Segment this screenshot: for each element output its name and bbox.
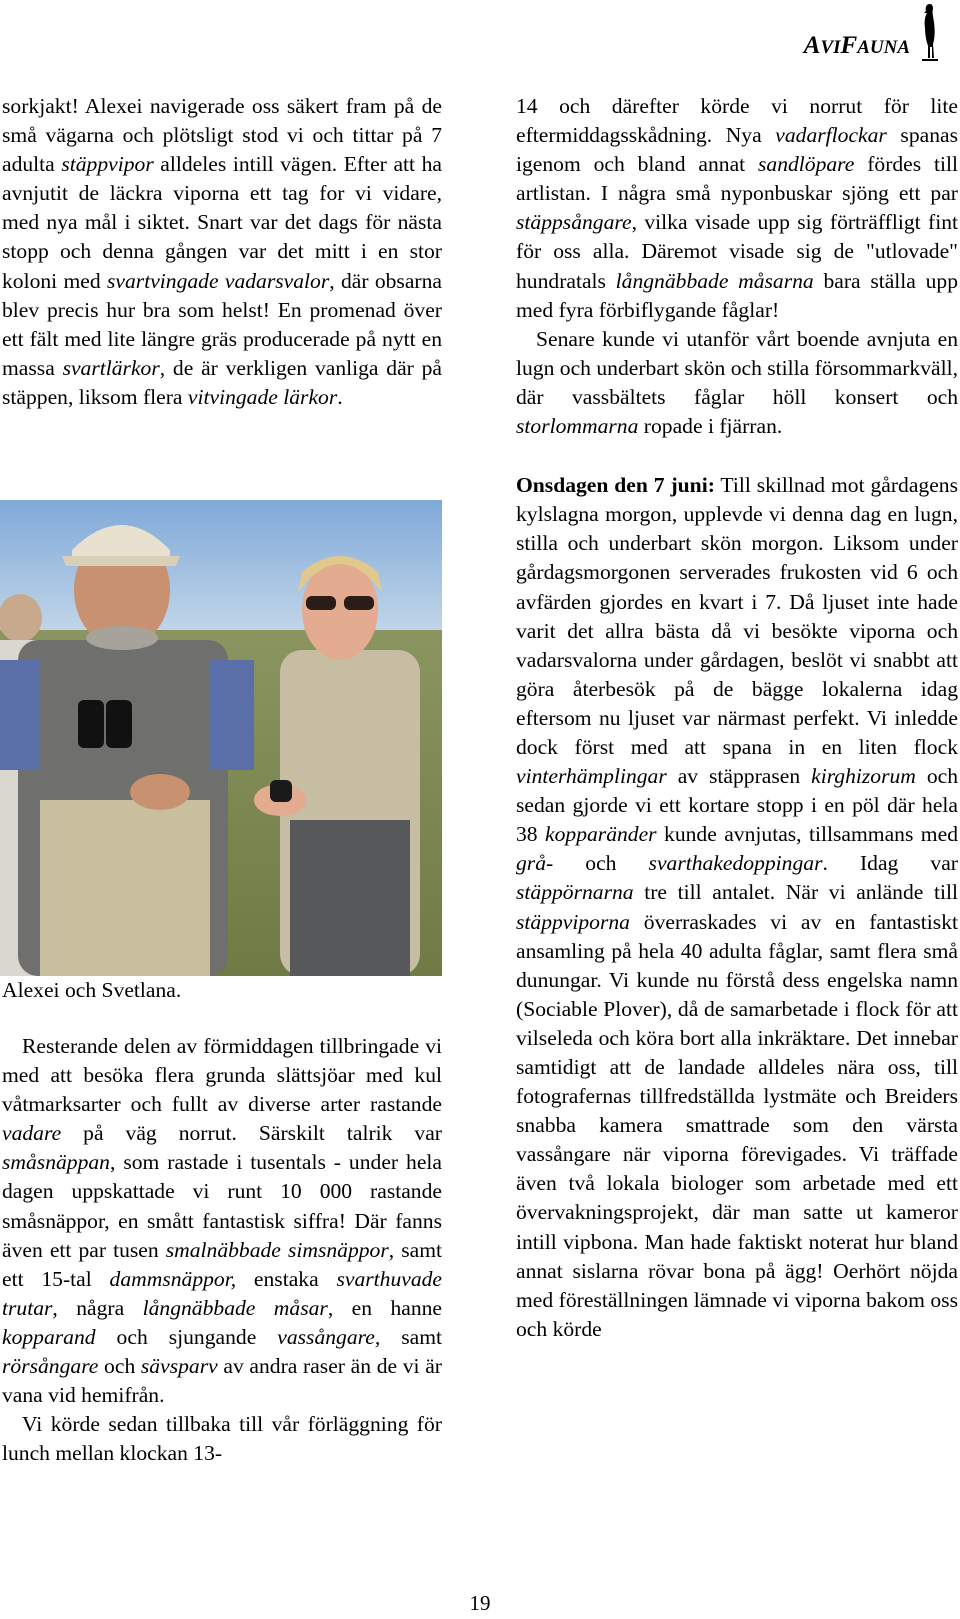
text-run: . Idag var [822, 851, 958, 876]
text-run: 14 och därefter körde vi norrut för lite eftermiddagsskådning. Nya [516, 94, 958, 148]
text-run: Till skillnad mot gårdagens kylslagna morgon, upplevde vi denna dag en lugn, stilla och underbart skön morgon. Liksom under gårdagsmorgonen serverades frukosten vid 6 och avfärden gjordes en kvart i 7. Då ljuset inte hade varit det allra bästa då vi besökte viporna och vadarsvalorna under gårdagen, beslöt vi snabbt att göra återbesök på de bägge lokalerna idag eftersom nu ljuset var närmast perfekt. Vi inledde dock först med att spana in en liten flock [516, 473, 959, 759]
species-name: kirghizorum [811, 764, 916, 789]
text-run: ropade i fjärran. [638, 414, 783, 439]
paragraph [2, 1410, 442, 1468]
paragraph [2, 1032, 442, 1410]
text-run: . [337, 384, 343, 409]
text-run: Senare kunde vi utanför vårt boende avnjuta en lugn och underbart skön och stilla försommarkväll, där vassbältets fåglar höll konsert och [516, 326, 958, 409]
left-column-bottom [2, 1032, 442, 1468]
species-name: långnäbbade måsarna [615, 268, 814, 293]
text-run: sorkjakt! Alexei navigerade oss säkert fram på de små vägarna och plötsligt stod vi och tittar på 7 adulta [2, 94, 442, 177]
paragraph [516, 325, 958, 441]
text-run: samt [380, 1324, 442, 1349]
species-name: vinterhämplingar [516, 764, 667, 789]
species-name: storlommarna [516, 414, 639, 439]
species-name: sandlöpare [758, 152, 855, 177]
text-run: , samt ett 15-tal [2, 1237, 442, 1291]
text-run: enstaka [236, 1266, 337, 1291]
day-heading: Onsdagen den 7 juni: [516, 473, 715, 498]
right-column [516, 92, 958, 1344]
text-run: Resterande delen av förmiddagen tillbringade vi med att besöka flera grunda slättsjöar med kul våtmarksarter och fullt av diverse arter rastande [2, 1034, 442, 1117]
text-run: överraskades vi av en fantastiskt ansamling på hela 40 adulta fåglar, samt flera små dunungar. Vi kunde nu förstå dess engelska namn (Sociable Plover), då de samarbetade i flock för att vilseleda och köra bort alla inkräktare. Det innebar samtidigt att de landade alldeles nära oss, till fotografernas tillfredställda lystmäte och Breiders snabba kamera smattrade som den värsta vassångare när viporna förevigades. Vi träffade även två lokala biologer som arbetade med ett övervakningsprojekt, där man satte ut kameror intill vipbona. Man hade faktiskt noterat hur bland annat sislarna rövar bona på ägg! Oerhört nöjda med föreställningen lämnade vi viporna bakom oss och körde [516, 909, 958, 1341]
text-run: bara ställa upp med fyra förbiflygande fåglar! [516, 268, 958, 322]
photo-illustration [0, 500, 442, 976]
species-name: stäppviporna [516, 909, 630, 934]
text-run: och [98, 1354, 141, 1379]
species-name: stäppvipor [61, 152, 154, 177]
text-run: fördes till artlistan. I några små nyponbuskar sjöng ett par [516, 152, 958, 206]
magazine-title: AVIFAUNA [803, 32, 910, 59]
page-header [804, 2, 944, 62]
photo-caption: Alexei och Svetlana. [2, 978, 182, 1002]
species-name: stäppsångare [516, 210, 632, 235]
text-run: , där obsarna blev precis hur bra som helst! En promenad över ett fält med lite längre gräs producerade på nytt en massa [2, 268, 442, 380]
text-run: alldeles intill vägen. Efter att ha avnjutit de läckra viporna ett tag for vi vidare, med nya mål i siktet. Snart var det dags för nästa stopp och denna gången var det mitt i en stor koloni med [2, 152, 442, 293]
text-run: , de är verkligen vanliga där på stäppen, liksom flera [2, 355, 443, 409]
paragraph [516, 92, 958, 325]
text-run: , vilka visade upp sig förträffligt fint för oss alla. Däremot visade sig de "utlovade" hundratals [516, 210, 958, 293]
species-name: vassångare, [277, 1324, 381, 1349]
species-name: svartlärkor [62, 355, 160, 380]
species-name: dammsnäppor, [109, 1266, 237, 1291]
species-name: rörsångare [2, 1354, 99, 1379]
species-name: småsnäppan [2, 1150, 110, 1175]
species-name: sävsparv [140, 1354, 218, 1379]
text-run: spanas igenom och bland annat [516, 123, 958, 177]
text-run: Vi körde sedan tillbaka till vår förläggning för lunch mellan klockan 13- [2, 1412, 442, 1466]
paragraph-body [516, 473, 958, 1341]
text-run: , några [52, 1295, 143, 1320]
species-name: vitvingade lärkor [187, 384, 338, 409]
species-name: grå- [516, 851, 554, 876]
text-run: av andra raser än de vi är vana vid hemifrån. [2, 1354, 442, 1408]
text-run: , som rastade i tusentals - under hela dagen uppskattade vi runt 10 000 rastande småsnäppor, en smått fantastisk siffra! Där fanns även ett par tusen [2, 1150, 442, 1262]
text-run: , en hanne [327, 1295, 443, 1320]
text-run: på väg norrut. Särskilt talrik var [61, 1121, 442, 1146]
text-run: kunde avnjutas, tillsammans med [656, 822, 958, 847]
species-name: vadare [2, 1121, 62, 1146]
page-number: 19 [469, 1591, 491, 1615]
bird-silhouette-icon [916, 2, 944, 62]
text-run: och sjungande [95, 1324, 278, 1349]
species-name: långnäbbade måsar [142, 1295, 328, 1320]
text-run: av stäpprasen [666, 764, 812, 789]
species-name: svarthakedoppingar [648, 851, 823, 876]
photo-alexei-svetlana [0, 500, 442, 976]
species-name: svartvingade vadarsvalor [107, 268, 330, 293]
text-run: och sedan gjorde vi ett kortare stopp i en pöl där hela 38 [516, 764, 959, 847]
species-name: smalnäbbade simsnäppor [165, 1237, 389, 1262]
paragraph [2, 92, 442, 412]
species-name: vadarflockar [775, 123, 887, 148]
species-name: svarthuvade trutar [2, 1266, 443, 1320]
text-run: tre till antalet. När vi anlände till [633, 880, 958, 905]
paragraph [516, 471, 958, 1344]
species-name: kopparänder [545, 822, 657, 847]
species-name: kopparand [2, 1324, 96, 1349]
left-column-top [2, 92, 442, 412]
text-run: och [553, 851, 649, 876]
species-name: stäppörnarna [516, 880, 634, 905]
